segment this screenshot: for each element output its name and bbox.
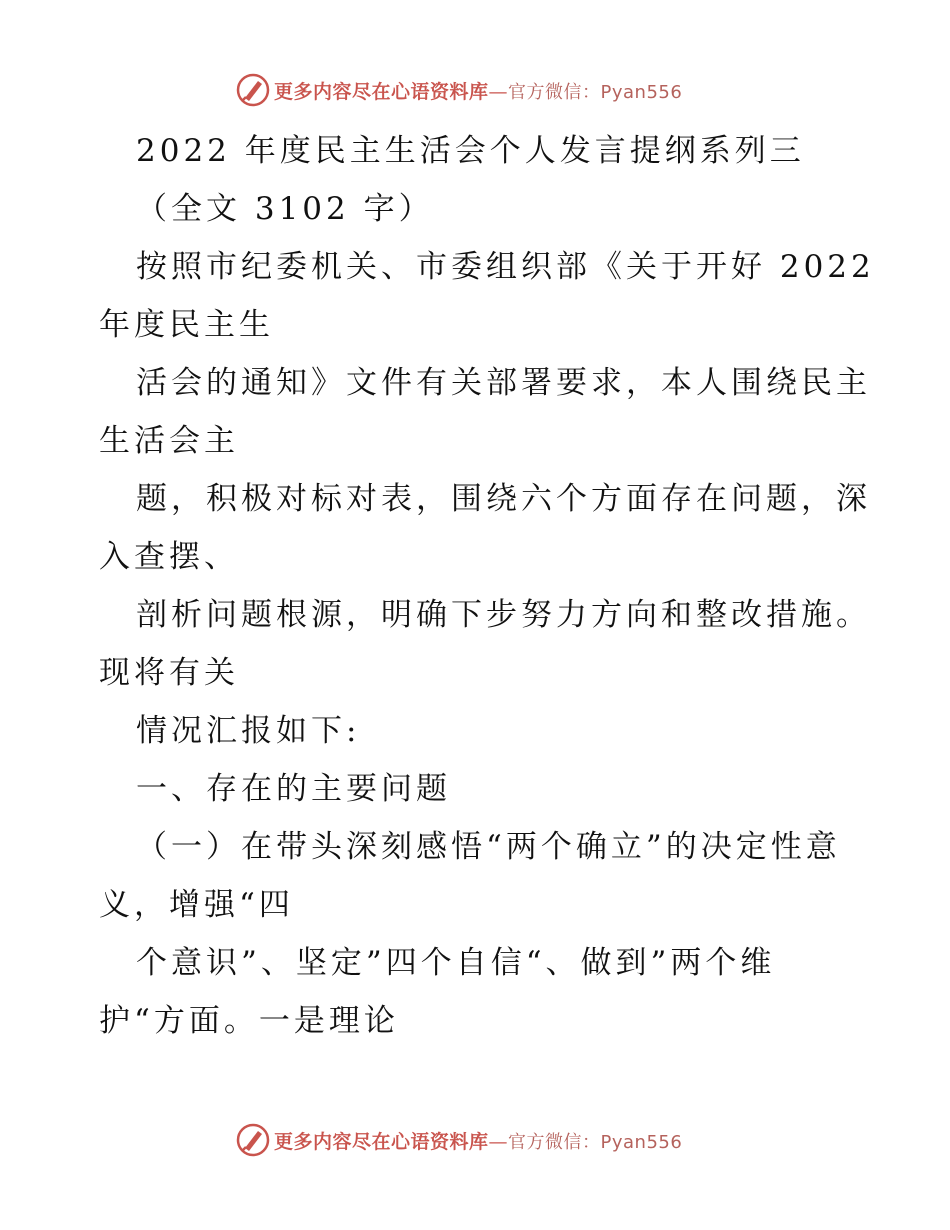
text-line: 剖析问题根源，明确下步努力方向和整改措施。 bbox=[136, 597, 871, 633]
text-line: 护“方面。一是理论 bbox=[99, 1003, 399, 1039]
watermark-text: 更多内容尽在心语资料库—官方微信：Pyan556 bbox=[274, 1130, 683, 1153]
text-line: 年度民主生 bbox=[99, 307, 274, 343]
header-watermark bbox=[236, 73, 682, 107]
pen-logo-icon bbox=[236, 73, 270, 107]
text-line: 按照市纪委机关、市委组织部《关于开好 2022 bbox=[136, 249, 875, 285]
text-line: 入查摆、 bbox=[99, 539, 239, 575]
text-line: 情况汇报如下: bbox=[136, 713, 361, 749]
text-line: 现将有关 bbox=[99, 655, 239, 691]
text-line: 生活会主 bbox=[99, 423, 239, 459]
text-line: 一、存在的主要问题 bbox=[136, 771, 451, 807]
text-line: 个意识”、坚定”四个自信“、做到”两个维 bbox=[136, 945, 776, 981]
text-line: 题，积极对标对表，围绕六个方面存在问题，深 bbox=[136, 481, 871, 517]
footer-watermark bbox=[236, 1123, 682, 1157]
text-line: 活会的通知》文件有关部署要求，本人围绕民主 bbox=[136, 365, 871, 401]
text-line: 义，增强“四 bbox=[99, 887, 294, 923]
document-body bbox=[99, 122, 875, 1050]
text-line: （全文 3102 字） bbox=[136, 191, 434, 227]
pen-logo-icon bbox=[236, 1123, 270, 1157]
watermark-text: 更多内容尽在心语资料库—官方微信：Pyan556 bbox=[274, 80, 683, 103]
text-line: 2022 年度民主生活会个人发言提纲系列三 bbox=[136, 133, 805, 169]
text-line: （一）在带头深刻感悟“两个确立”的决定性意 bbox=[136, 829, 841, 865]
